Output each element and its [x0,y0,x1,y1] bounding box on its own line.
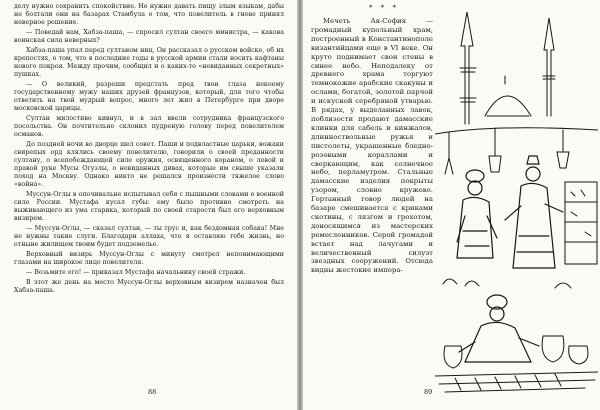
paragraph: — Поведай нам, Хабза-паша, — спросил султан своего министра, — какова воинская сила неверных? [14,29,284,44]
merchant-figure [505,156,563,268]
paragraph: Мечеть Ая-София — громадный купольный храм, построенный в Константинополе византийцами еще в VI веке. Он круто поднимает свои стены в синее небо. Неподалеку от древнего храма торгуют темнокожие арабские скакуны и ослами, богатой, золотой парчой и искусной серебряной утварью. В рядах, у выделанных лавок, поблизости продают дамасские клинки для сабель и кинжалов, длинноствольные ружья и пистолеты, украшенные бледно-розовыми кораллами и сверкающим, как солнечное небо, перламутром. Стальные дамасские изделия покрыты узором, словно кружево. Гортанный говор людей на базаре смешивается с криками скотины, с лязгом и грохотом, доносящимся из мастерских ремесленников. Серой громадой встает над лачугами и величественный силуэт звездных сооружений. Отсюда видны жестокие импера- [311,17,433,275]
bazaar-illustration [435,6,598,404]
paragraph: делу нужно сохранить спокойствие. Не нужно давать пищу злым языкам, дабы не болтали они на базарах Стамбула о том, что повелитель в гневе принял неверное решение. [14,3,284,26]
minaret-icon [460,12,476,124]
merchant-figure [457,170,497,258]
right-page-text [311,17,433,275]
page-number: 88 [148,388,157,396]
paragraph: Султан милостиво кивнул, и в зал ввели сотрудника французского посольства. Он почтительно склонил пудреную голову перед повелителем османов. [14,115,284,138]
paragraph: До поздней ночи во дворце шел совет. Паши и подвластные царьки, вожаки свирепых орд клялись своему повелителю, говорили о своей преданности султану, о всепобеждающей силе оружия, освященного кораном, о левой и правой руке Мусы Огузлы, о невиданных дивах, которые им свыше указали поход на Москву. Однако никто не решался произнести тяжелое слово «война». [14,141,284,188]
left-page [0,0,297,410]
paragraph: — Муссун-Оглы, — сказал султан, — ты трус и, как бездомная собака! Мне не нужны такие слуги. Благодари аллаха, что я оставляю тебе жизнь, но отныне жилищем твоим будет подземелье. [14,225,284,248]
paragraph: — Возьмите его! — приказал Мустафа начальнику своей стражи. [26,269,246,276]
seated-figure [459,295,539,362]
paragraph: — О великий, разреши предстать пред твои глаза некоему государственному мужу наших друзей французов, который, для того чтобы ответить на твой мудрый вопрос, много лет жил в Петербурге при дворе московской царицы. [14,81,284,112]
left-page-text [14,3,284,295]
paragraph: Хабза-паша упал перед султаном ниц. Он рассказал о русском войске, об их крепостях, о том, что в последние годы в русской армии стали носить кафтаны нового покроя. Между прочим, сообщил и о каких-то «невиданных секретных» пушках. [14,47,284,78]
section-ornament: * * * [369,4,399,12]
paragraph: В этот же день на место Муссун-Оглы верховным визирем назначен был Хабза-паша. [14,279,284,294]
right-page [303,0,600,410]
minaret-icon [543,18,555,116]
paragraph: Муссун-Оглы в опочивальне испытывал себя с пышными словами о военной силе России. Мустафа кусал губы: ему было противно смотреть на выживающего из ума старика, который по своей старости был его верховным визирем. [14,191,284,222]
page-number: 89 [424,388,433,396]
pottery-icon [444,336,588,368]
paragraph: Верховный визирь Муссун-Оглы с минуту смотрел непонимающими глазами на широкое лицо повелителя. [14,251,284,266]
dome-icon [485,76,531,116]
